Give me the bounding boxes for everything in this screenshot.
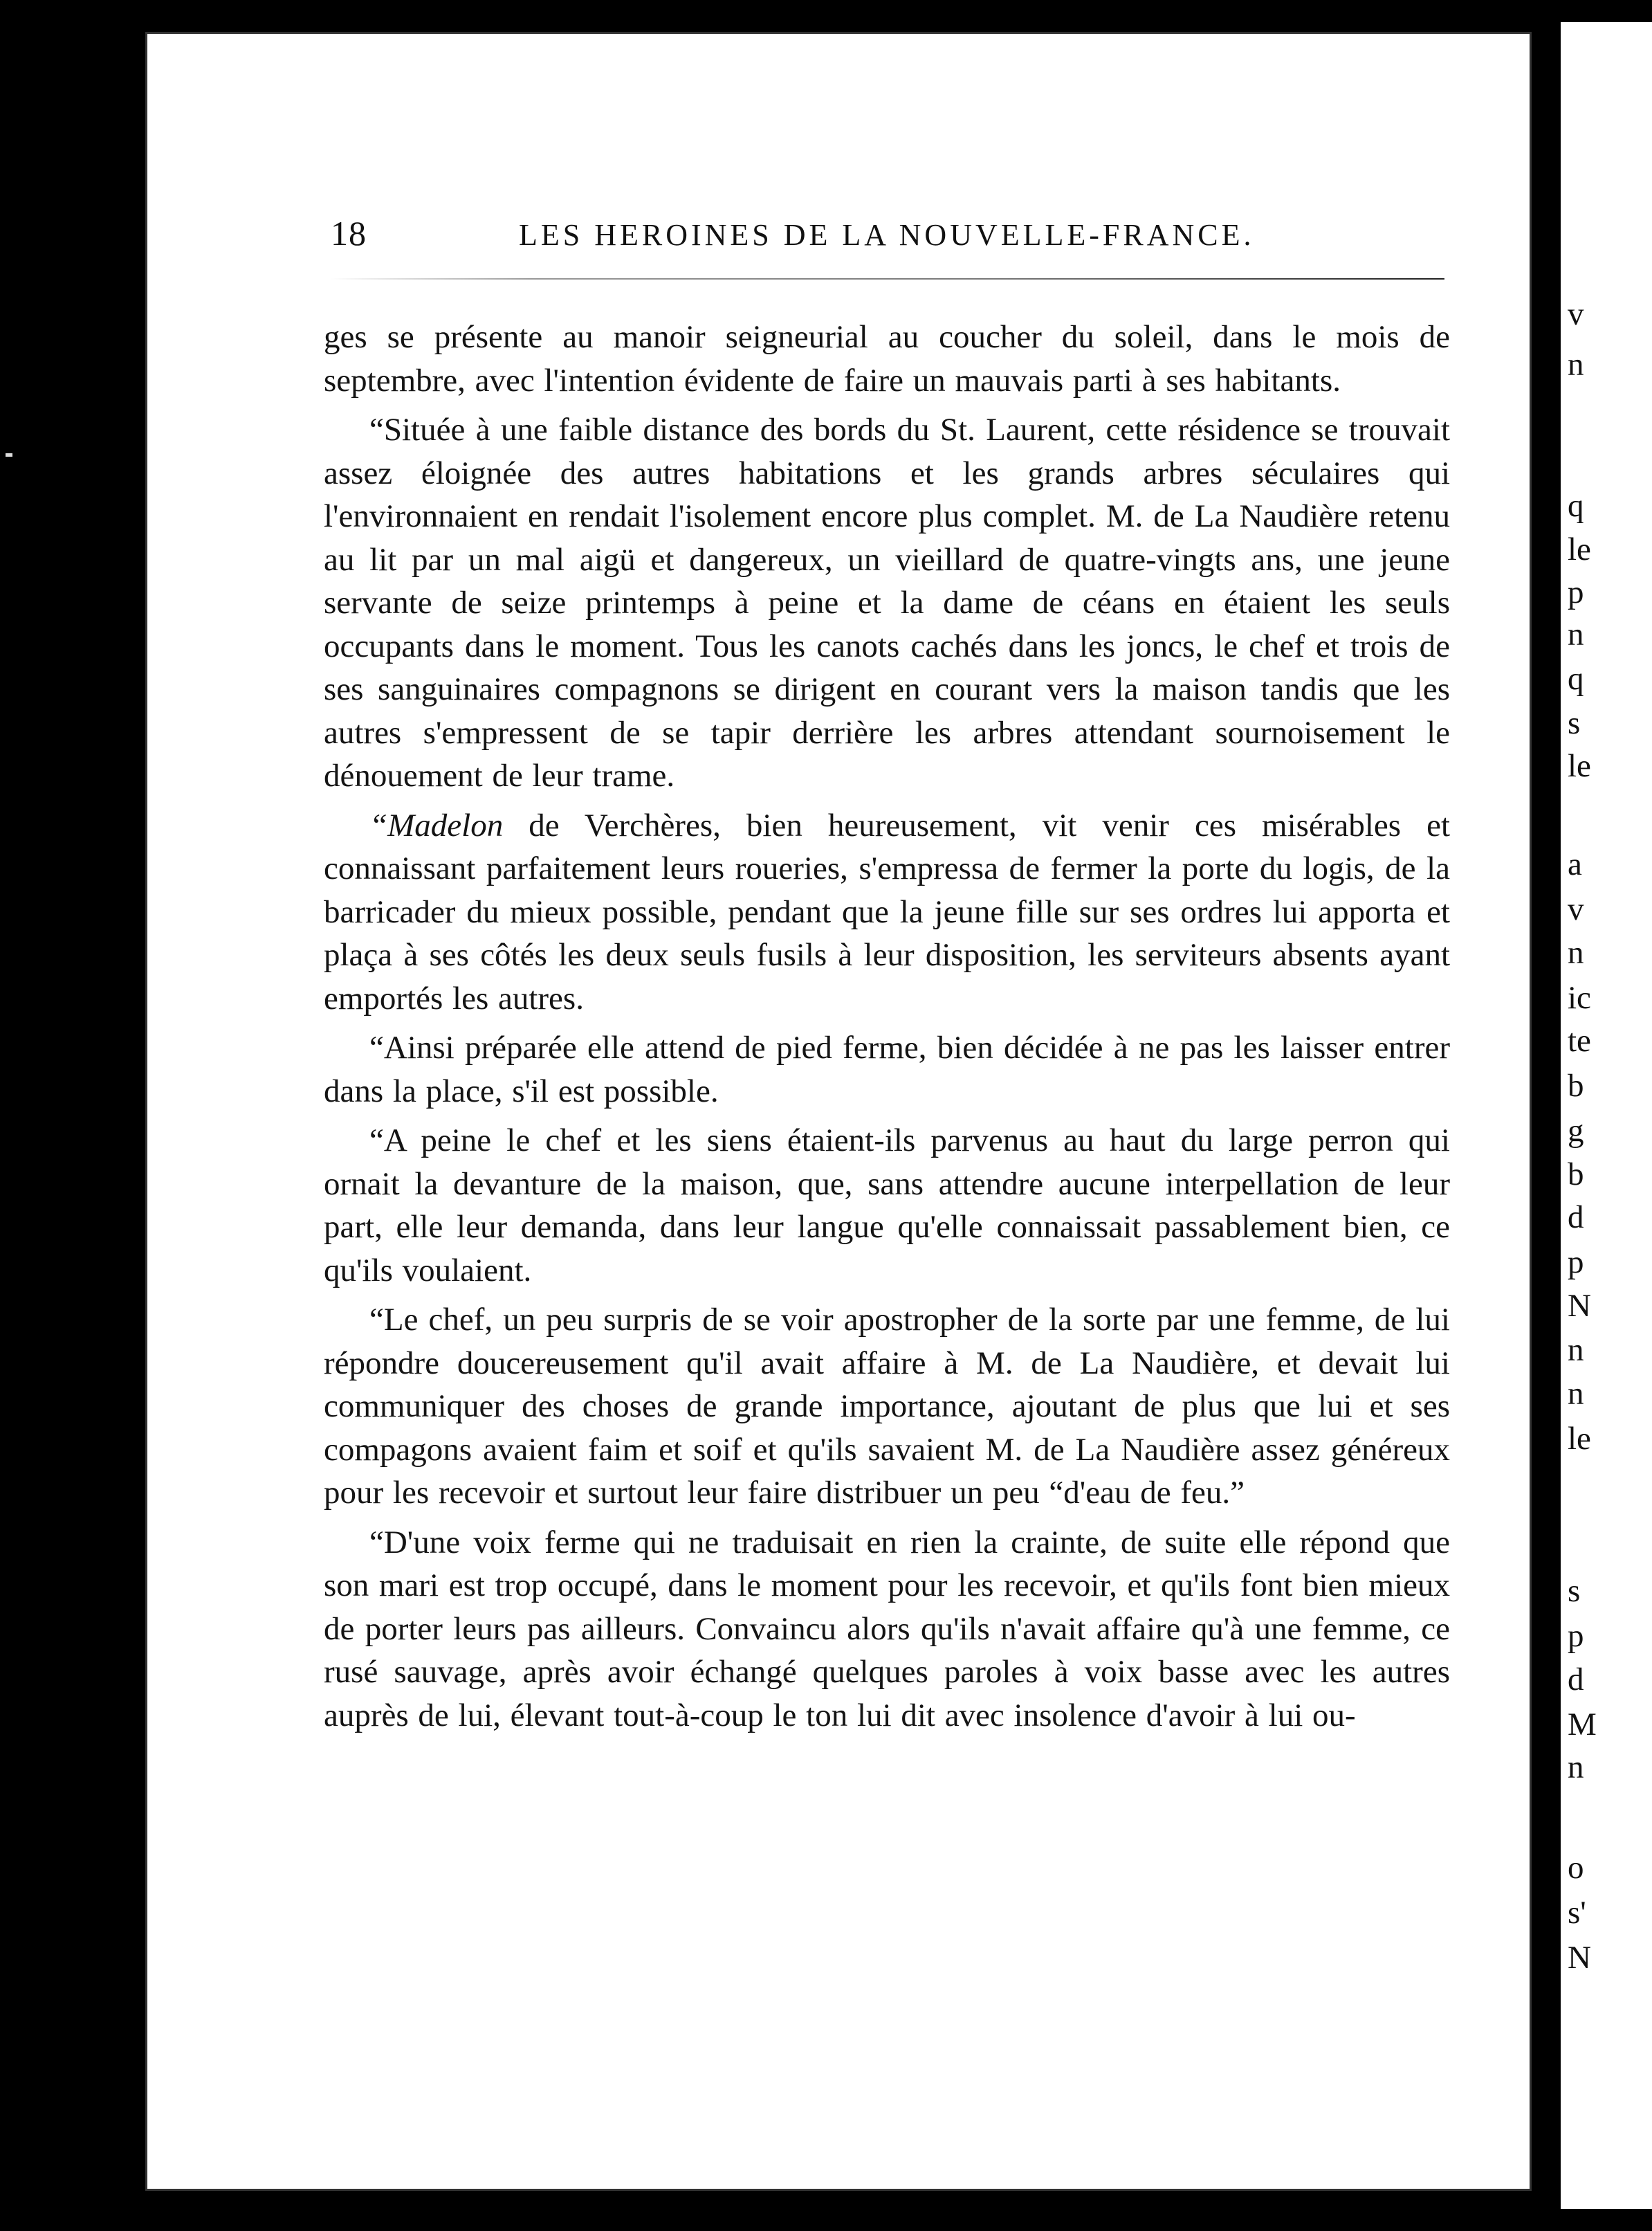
adjacent-page-letter: b bbox=[1568, 1156, 1584, 1192]
adjacent-page-letter: p bbox=[1568, 574, 1584, 610]
adjacent-page-letter: n bbox=[1568, 617, 1584, 653]
adjacent-page-letter: n bbox=[1568, 1332, 1584, 1368]
adjacent-page-letter: d bbox=[1568, 1661, 1584, 1697]
paragraph-1: ges se présente au manoir seigneurial au coucher du soleil, dans le mois de septembre, avec l'intention évidente de faire un mauvais parti à ses habitants. bbox=[324, 319, 1450, 399]
paragraph-5: “A peine le chef et les siens étaient-ils parvenus au haut du large perron qui ornait la devanture de la maison, que, sans attendre aucune interpellation de leur part, elle leur demanda, dans leur langue qu'elle connaissait passablement bien, ce qu'ils voulaient. bbox=[324, 1122, 1450, 1288]
page-header bbox=[145, 213, 1532, 268]
adjacent-page-letter: p bbox=[1568, 1618, 1584, 1654]
adjacent-page-letter: v bbox=[1568, 891, 1584, 927]
adjacent-page-letter: n bbox=[1568, 935, 1584, 971]
adjacent-page-letter: q bbox=[1568, 488, 1584, 524]
paragraph-4: “Ainsi préparée elle attend de pied ferme, bien décidée à ne pas les laisser entrer dans la place, s'il est possible. bbox=[324, 1030, 1450, 1109]
adjacent-page-letter: p bbox=[1568, 1244, 1584, 1280]
adjacent-page-letter: n bbox=[1568, 347, 1584, 383]
adjacent-page-letter: te bbox=[1568, 1023, 1591, 1059]
page-body bbox=[324, 316, 1450, 1743]
adjacent-page-letter: le bbox=[1568, 748, 1591, 784]
italic-name-madelon: “Madelon bbox=[369, 807, 504, 844]
adjacent-page-letter: le bbox=[1568, 1421, 1591, 1457]
running-title: LES HEROINES DE LA NOUVELLE-FRANCE. bbox=[519, 218, 1255, 252]
adjacent-page-letter: a bbox=[1568, 846, 1582, 882]
paragraph-6: “Le chef, un peu surpris de se voir apostropher de la sorte par une femme, de lui répondre doucereusement qu'il avait affaire à M. de La Naudière, et devait lui communiquer des choses de grande importance, ajoutant de plus que lui et ses compagons avaient faim et soif et qu'ils savaient M. de La Naudière assez généreux pour les recevoir et surtout leur faire distribuer un peu “d'eau de feu.” bbox=[324, 1302, 1450, 1511]
adjacent-page-letter: N bbox=[1568, 1940, 1591, 1976]
page-number: 18 bbox=[331, 214, 367, 253]
paragraph-3-text: de Verchères, bien heureusement, vit venir ces misérables et connaissant parfaitement leurs roueries, s'empressa de fermer la porte du logis, de la barricader du mieux possible, pendant que la jeune fille sur ses ordres lui apporta et plaça à ses côtés les deux seuls fusils à leur disposition, les serviteurs absents ayant emportés les autres. bbox=[324, 807, 1451, 1017]
adjacent-page-letter: n bbox=[1568, 1749, 1584, 1785]
header-rule bbox=[331, 278, 1444, 280]
adjacent-page-edge bbox=[1561, 22, 1652, 2209]
adjacent-page-letter: g bbox=[1568, 1113, 1584, 1149]
adjacent-page-letter: n bbox=[1568, 1376, 1584, 1412]
adjacent-page-letter: M bbox=[1568, 1706, 1597, 1742]
adjacent-page-letter: o bbox=[1568, 1850, 1584, 1886]
adjacent-page-letter: d bbox=[1568, 1199, 1584, 1235]
adjacent-page-letter: le bbox=[1568, 531, 1591, 567]
adjacent-page-letter: q bbox=[1568, 661, 1584, 697]
paragraph-3 bbox=[324, 804, 1450, 1021]
adjacent-page-letter: s' bbox=[1568, 1895, 1586, 1931]
adjacent-page-letter: s bbox=[1568, 1573, 1581, 1609]
book-page bbox=[138, 25, 1539, 2198]
adjacent-page-letter: b bbox=[1568, 1068, 1584, 1104]
adjacent-page-letter: v bbox=[1568, 296, 1584, 332]
scan-artifact bbox=[6, 453, 12, 457]
adjacent-page-letter: ic bbox=[1568, 980, 1591, 1016]
adjacent-page-letter: N bbox=[1568, 1288, 1591, 1324]
adjacent-page-letter: s bbox=[1568, 705, 1581, 741]
paragraph-7: “D'une voix ferme qui ne traduisait en rien la crainte, de suite elle répond que son mari est trop occupé, dans le moment pour les recevoir, et qu'ils font bien mieux de porter leurs pas ailleurs. Convaincu alors qu'ils n'avait affaire qu'à une femme, ce rusé sauvage, après avoir échangé quelques paroles à voix basse avec les autres auprès de lui, élevant tout-à-coup le ton lui dit avec insolence d'avoir à lui ou- bbox=[324, 1524, 1450, 1733]
paragraph-2: “Située à une faible distance des bords du St. Laurent, cette résidence se trouvait assez éloignée des autres habitations et les grands arbres séculaires qui l'environnaient en rendait l'isolement encore plus complet. M. de La Naudière retenu au lit par un mal aigü et dangereux, un vieillard de quatre-vingts ans, une jeune servante de seize printemps à peine et la dame de céans en étaient les seuls occupants dans le moment. Tous les canots cachés dans les joncs, le chef et trois de ses sanguinaires compagnons se dirigent en courant vers la maison tandis que les autres s'empressent de se tapir derrière les arbres attendant sournoisement le dénouement de leur trame. bbox=[324, 412, 1450, 794]
